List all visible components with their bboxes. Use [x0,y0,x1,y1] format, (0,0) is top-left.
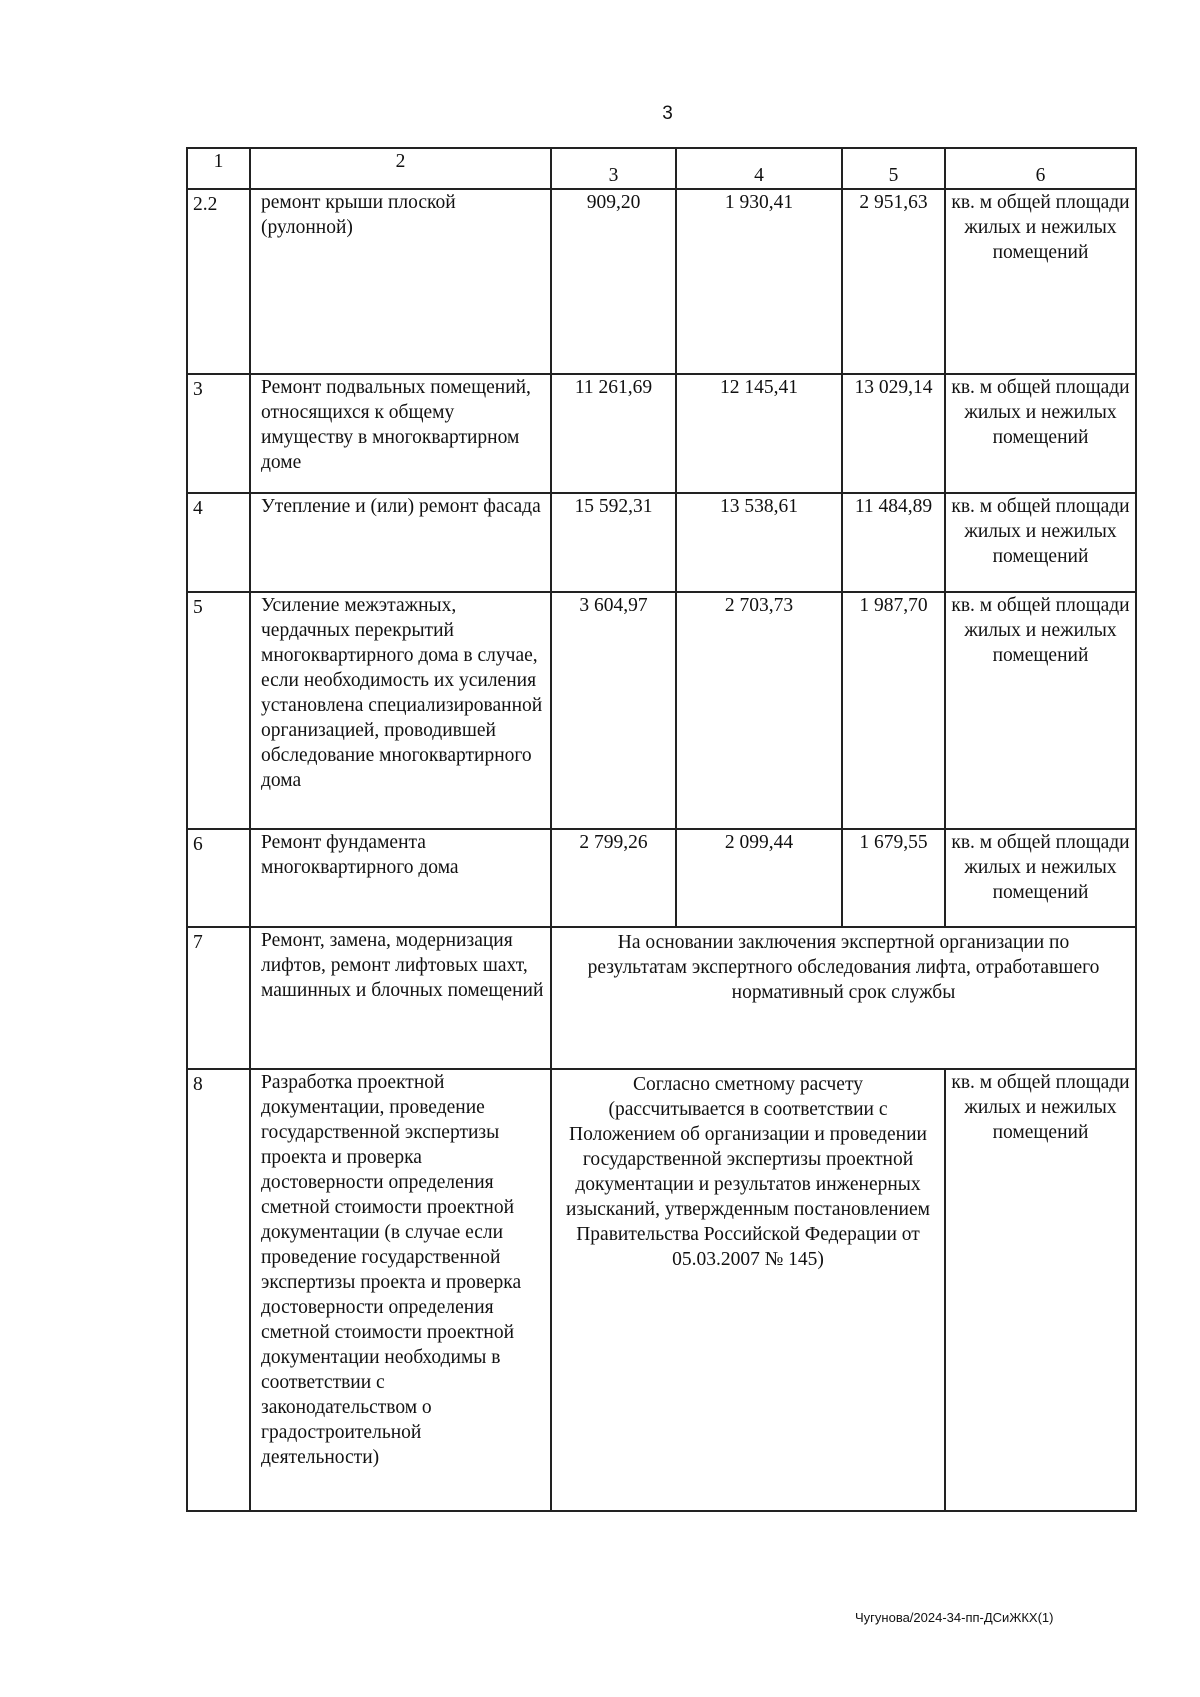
header-cell: 1 [187,148,250,189]
row-number: 6 [187,829,250,927]
value-col5: 13 029,14 [842,374,945,493]
document-code: Чугунова/2024-34-пп-ДСиЖКХ(1) [855,1610,1054,1625]
work-name: Ремонт подвальных помещений, относящихся к общему имуществу в многоквартирном доме [250,374,551,493]
value-col5: 2 951,63 [842,189,945,374]
value-col3: 909,20 [551,189,676,374]
table-row [187,829,1136,927]
row-number: 2.2 [187,189,250,374]
table-row [187,592,1136,829]
header-cell: 2 [250,148,551,189]
page-number: 3 [662,103,673,124]
merged-note: Согласно сметному расчету (рассчитывается в соответствии с Положением об организации и проведении государственной экспертизы проектной документации и результатов инженерных изысканий, утвержденным постановлением Правительства Российской Федерации от 05.03.2007 № 145) [551,1069,945,1511]
value-col3: 11 261,69 [551,374,676,493]
header-cell: 3 [551,148,676,189]
unit-cell: кв. м общей площади жилых и нежилых помещений [945,374,1136,493]
value-col3: 15 592,31 [551,493,676,592]
header-cell: 4 [676,148,842,189]
value-col4: 1 930,41 [676,189,842,374]
tariff-table [186,147,1137,1512]
table-row [187,189,1136,374]
table-row [187,493,1136,592]
merged-note: На основании заключения экспертной организации по результатам экспертного обследования лифта, отработавшего нормативный срок службы [551,927,1136,1069]
row-number: 8 [187,1069,250,1511]
value-col5: 1 987,70 [842,592,945,829]
table-row [187,927,1136,1069]
value-col3: 3 604,97 [551,592,676,829]
work-name: ремонт крыши плоской (рулонной) [250,189,551,374]
value-col4: 13 538,61 [676,493,842,592]
unit-cell: кв. м общей площади жилых и нежилых помещений [945,493,1136,592]
table-row [187,374,1136,493]
table-row [187,1069,1136,1511]
work-name: Ремонт, замена, модернизация лифтов, ремонт лифтовых шахт, машинных и блочных помещений [250,927,551,1069]
header-cell: 6 [945,148,1136,189]
header-cell: 5 [842,148,945,189]
value-col5: 1 679,55 [842,829,945,927]
row-number: 3 [187,374,250,493]
unit-cell: кв. м общей площади жилых и нежилых помещений [945,1069,1136,1511]
value-col5: 11 484,89 [842,493,945,592]
row-number: 5 [187,592,250,829]
value-col4: 12 145,41 [676,374,842,493]
work-name: Утепление и (или) ремонт фасада [250,493,551,592]
row-number: 7 [187,927,250,1069]
row-number: 4 [187,493,250,592]
unit-cell: кв. м общей площади жилых и нежилых помещений [945,829,1136,927]
work-name: Разработка проектной документации, проведение государственной экспертизы проекта и проверка достоверности определения сметной стоимости проектной документации (в случае если проведение государственной экспертизы проекта и проверка достоверности определения сметной стоимости проектной документации необходимы в соответствии с законодательством о градостроительной деятельности) [250,1069,551,1511]
value-col3: 2 799,26 [551,829,676,927]
work-name: Ремонт фундамента многоквартирного дома [250,829,551,927]
unit-cell: кв. м общей площади жилых и нежилых помещений [945,592,1136,829]
table-header-row [187,148,1136,189]
value-col4: 2 703,73 [676,592,842,829]
unit-cell: кв. м общей площади жилых и нежилых помещений [945,189,1136,374]
value-col4: 2 099,44 [676,829,842,927]
work-name: Усиление межэтажных, чердачных перекрытий многоквартирного дома в случае, если необходимость их усиления установлена специализированной организацией, проводившей обследование многоквартирного дома [250,592,551,829]
